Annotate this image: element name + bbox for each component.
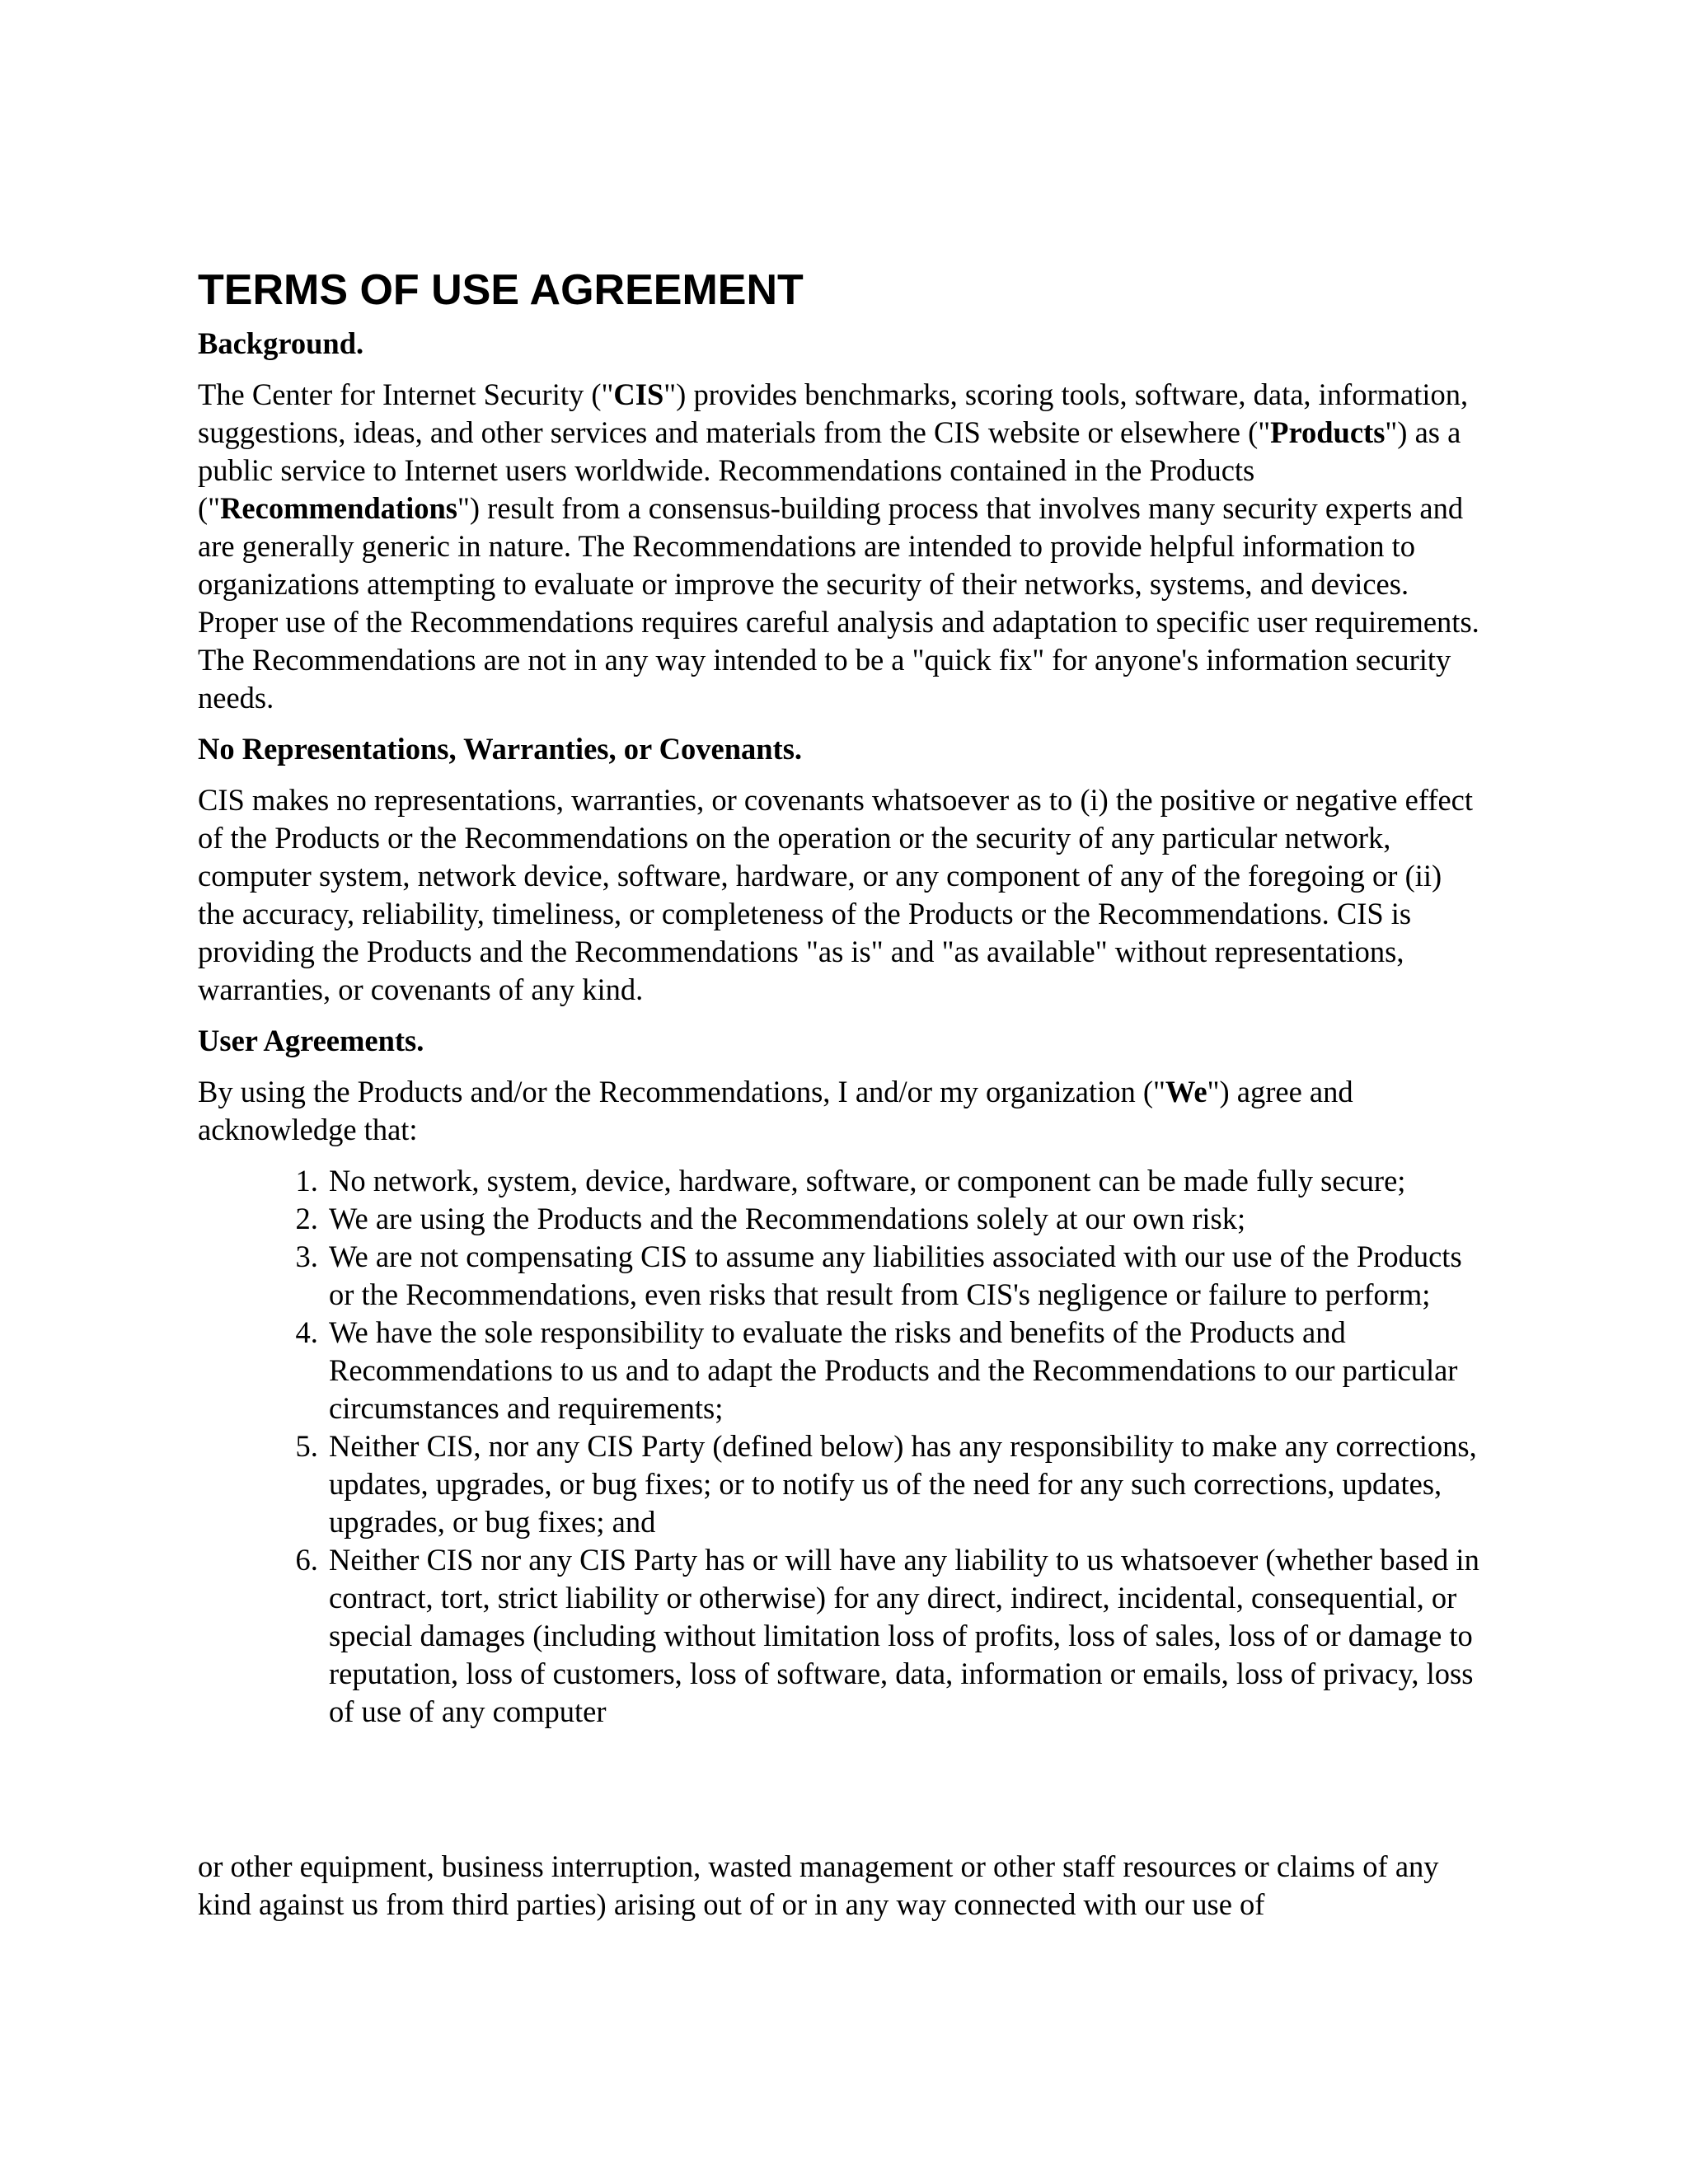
- background-paragraph: The Center for Internet Security ("CIS") provides benchmarks, scoring tools, software, data, information, suggestions, ideas, and other services and materials from the CIS website or elsewhere ("Products") as a public service to Internet users worldwide. Recommendations contained in the Products ("Recommendations") result from a consensus-building process that involves many security experts and are generally generic in nature. The Recommendations are intended to provide helpful information to organizations attempting to evaluate or improve the security of their networks, systems, and devices. Proper use of the Recommendations requires careful analysis and adaptation to specific user requirements. The Recommendations are not in any way intended to be a "quick fix" for anyone's information security needs.: [198, 377, 1479, 715]
- continuation-paragraph: or other equipment, business interruption, wasted management or other staff resources or claims of any kind against us from third parties) arising out of or in any way connected with our use of: [198, 1849, 1439, 1921]
- section-heading-no-representations: No Representations, Warranties, or Covenants.: [198, 732, 803, 766]
- list-item: 3. We are not compensating CIS to assume any liabilities associated with our use of the Products or the Recommendations, even risks that result from CIS's negligence or failure to perform;: [326, 1238, 1484, 1314]
- page-title: TERMS OF USE AGREEMENT: [198, 266, 804, 314]
- agreement-list: [198, 1162, 1484, 1731]
- list-item: 4. We have the sole responsibility to evaluate the risks and benefits of the Products and Recommendations to us and to adapt the Products and the Recommendations to our particular circumstances and requirements;: [326, 1314, 1484, 1427]
- no-representations-paragraph: CIS makes no representations, warranties, or covenants whatsoever as to (i) the positive or negative effect of the Products or the Recommendations on the operation or the security of any particular network, computer system, network device, software, hardware, or any component of any of the foregoing or (ii) the accuracy, reliability, timeliness, or completeness of the Products or the Recommendations. CIS is providing the Products and the Recommendations "as is" and "as available" without representations, warranties, or covenants of any kind.: [198, 783, 1474, 1006]
- defined-term-recommendations: Recommendations: [220, 491, 457, 525]
- list-item: 1. No network, system, device, hardware, software, or component can be made fully secure;: [326, 1162, 1484, 1200]
- list-item: 6. Neither CIS nor any CIS Party has or will have any liability to us whatsoever (whether based in contract, tort, strict liability or otherwise) for any direct, indirect, incidental, consequential, or special damages (including without limitation loss of profits, loss of sales, loss of or damage to reputation, loss of customers, loss of software, data, information or emails, loss of privacy, loss of use of any computer: [326, 1541, 1484, 1731]
- section-heading-background: Background.: [198, 326, 364, 360]
- document-page: [198, 264, 1484, 1731]
- section-heading-user-agreements: User Agreements.: [198, 1024, 424, 1057]
- list-item: 5. Neither CIS, nor any CIS Party (defined below) has any responsibility to make any corrections, updates, upgrades, or bug fixes; or to notify us of the need for any such corrections, updates, upgrades, or bug fixes; and: [326, 1427, 1484, 1541]
- list-item: 2. We are using the Products and the Recommendations solely at our own risk;: [326, 1200, 1484, 1238]
- defined-term-cis: CIS: [613, 377, 664, 411]
- defined-term-we: We: [1165, 1075, 1207, 1108]
- defined-term-products: Products: [1270, 415, 1386, 449]
- user-agreements-intro: By using the Products and/or the Recommendations, I and/or my organization ("We") agree and acknowledge that:: [198, 1075, 1353, 1146]
